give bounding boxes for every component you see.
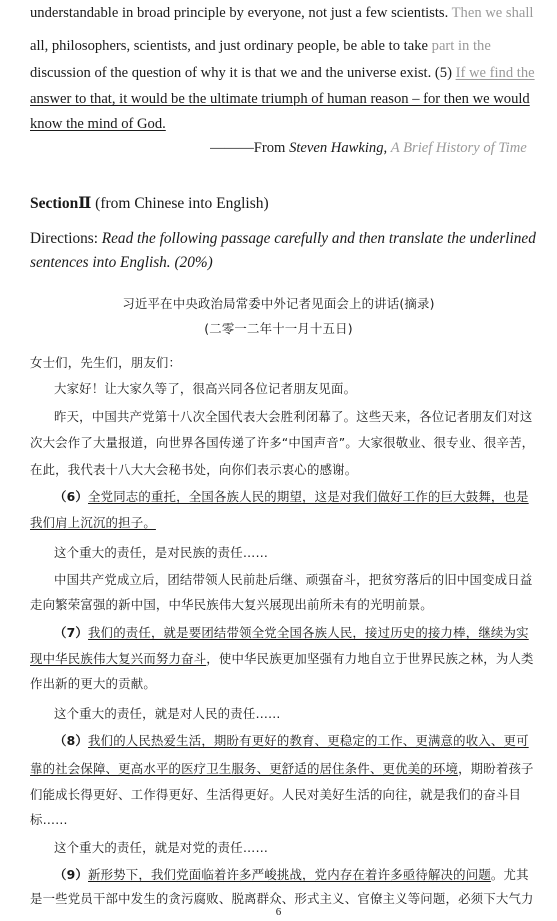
speech-paragraph <box>30 729 557 754</box>
underlined-sentence: 我们的人民热爱生活，期盼有更好的教育、更稳定的工作、更满意的收入、更可 <box>88 733 529 748</box>
speech-paragraph: 这个重大的责任，就是对党的责任…… <box>54 840 269 855</box>
passage-text: all, philosophers, scientists, and just ordinary people, be able to take <box>30 38 432 54</box>
speech-paragraph-line <box>30 511 557 536</box>
underlined-sentence: If we find the <box>455 65 535 81</box>
directions-text: Read the following passage carefully and then translate the underlined <box>101 230 536 247</box>
speech-paragraph-line: 作出新的更大的贡献。 <box>30 676 156 691</box>
directions-line <box>30 252 557 274</box>
speech-paragraph <box>30 621 557 646</box>
source-author: Steven Hawking <box>289 140 384 156</box>
speech-greeting: 女士们，先生们，朋友们： <box>30 355 182 370</box>
speech-paragraph-line: 标…… <box>30 812 68 827</box>
underlined-sentence: know the mind of God. <box>30 116 166 132</box>
source-title: A Brief History of Time <box>390 140 527 156</box>
speech-paragraph-line: 次大会作了大量报道，向世界各国传递了许多“中国声音”。大家很敬业、很专业、很辛苦， <box>30 435 535 450</box>
section-title: SectionⅡ <box>30 195 92 212</box>
section-heading <box>30 193 557 215</box>
question-number: （8） <box>54 733 89 748</box>
speech-paragraph: 中国共产党成立后，团结带领人民前赴后继、顽强奋斗，把贫穷落后的旧中国变成日益 <box>54 572 533 587</box>
underlined-sentence: 新形势下，我们党面临着许多严峻挑战，党内存在着许多亟待解决的问题 <box>88 867 491 882</box>
speech-paragraph: 大家好！让大家久等了，很高兴同各位记者朋友见面。 <box>54 381 357 396</box>
speech-paragraph-line: 靠的社会保障、更高水平的医疗卫生服务、更舒适的居住条件、更优美的环境，期盼着孩子 <box>30 761 534 776</box>
question-number: （7） <box>54 625 89 640</box>
speech-paragraph: 这个重大的责任，是对民族的责任…… <box>54 545 269 560</box>
passage-line <box>30 62 557 84</box>
speech-paragraph-line: 走向繁荣富强的新中国，中华民族伟大复兴展现出前所未有的光明前景。 <box>30 597 433 612</box>
speech-paragraph-line: 是一些党员干部中发生的贪污腐败、脱离群众、形式主义、官僚主义等问题，必须下大气力 <box>30 891 534 906</box>
passage-text: discussion of the question of why it is that we and the universe exist. (5) <box>30 65 456 81</box>
speech-paragraph <box>30 485 557 510</box>
underlined-sentence: 全党同志的重托，全国各族人民的期望，这是对我们做好工作的巨大鼓舞，也是 <box>88 489 529 504</box>
page-number: 6 <box>275 906 282 918</box>
passage-text-faded: Then we shall <box>451 5 534 21</box>
question-number: （9） <box>54 867 89 882</box>
speech-paragraph: （9）新形势下，我们党面临着许多严峻挑战，党内存在着许多亟待解决的问题。尤其 <box>54 867 529 882</box>
passage-text: understandable in broad principle by everyone, not just a few scientists. <box>30 5 452 21</box>
directions-label: Directions: <box>30 230 102 247</box>
underlined-sentence: answer to that, it would be the ultimate triumph of human reason – for then we would <box>30 91 530 107</box>
underlined-sentence: 我们肩上沉沉的担子。 <box>30 515 156 530</box>
speech-paragraph: 昨天，中国共产党第十八次全国代表大会胜利闭幕了。这些天来，各位记者朋友们对这 <box>54 409 533 424</box>
underlined-sentence: 我们的责任，就是要团结带领全党全国各族人民，接过历史的接力棒，继续为实 <box>88 625 529 640</box>
underlined-sentence: 现中华民族伟大复兴而努力奋斗 <box>30 651 207 666</box>
speech-paragraph-line: 在此，我代表十八大大会秘书处，向你们表示衷心的感谢。 <box>30 462 358 477</box>
speech-paragraph: 这个重大的责任，就是对人民的责任…… <box>54 706 281 721</box>
speech-date: (二零一二年十一月十五日) <box>204 321 353 336</box>
question-number: （6） <box>54 489 89 504</box>
speech-paragraph-line: 现中华民族伟大复兴而努力奋斗，使中华民族更加坚强有力地自立于世界民族之林，为人类 <box>30 651 534 666</box>
passage-line <box>30 35 557 57</box>
underlined-sentence: 靠的社会保障、更高水平的医疗卫生服务、更舒适的居住条件、更优美的环境 <box>30 761 459 776</box>
passage-source: ———From Steven Hawking, A Brief History of Time <box>210 140 527 156</box>
directions-line <box>30 228 557 250</box>
speech-title: 习近平在中央政治局常委中外记者见面会上的讲话(摘录) <box>122 296 435 311</box>
passage-line <box>30 2 557 24</box>
section-note: (from Chinese into English) <box>91 195 269 212</box>
directions-text: sentences into English. (20%) <box>30 254 213 271</box>
speech-paragraph-line: 们能成长得更好、工作得更好、生活得更好。人民对美好生活的向往，就是我们的奋斗目 <box>30 787 522 802</box>
passage-text-faded: part in the <box>431 38 491 54</box>
